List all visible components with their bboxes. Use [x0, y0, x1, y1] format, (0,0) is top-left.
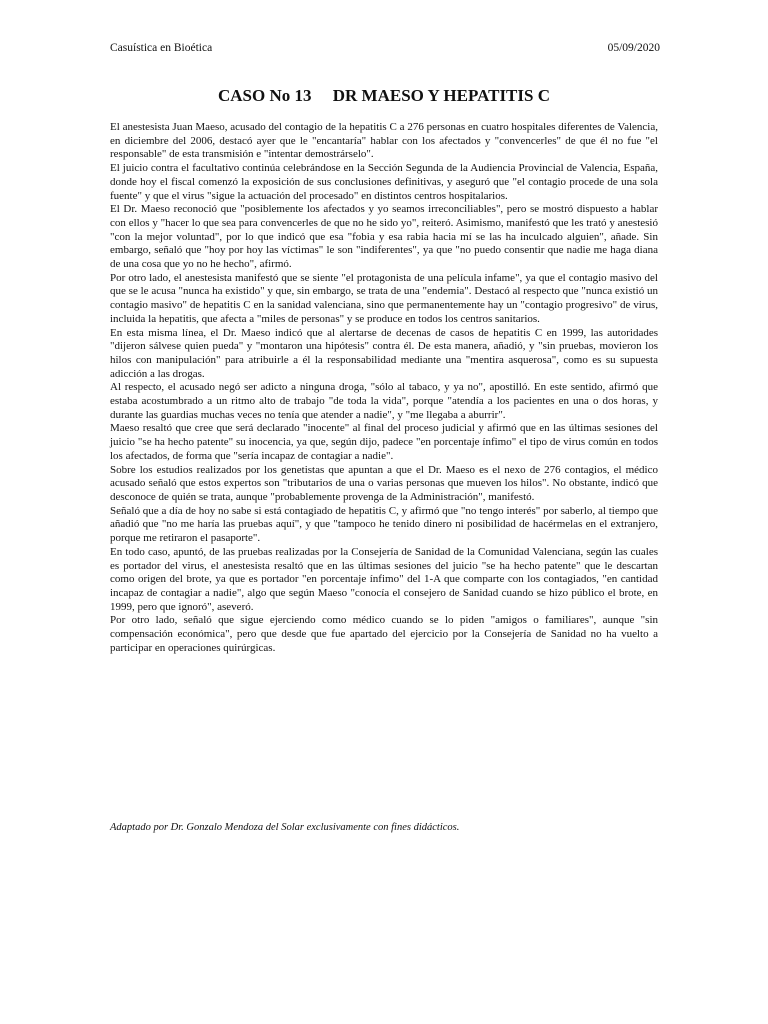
paragraph: El Dr. Maeso reconoció que "posiblemente los afectados y yo seamos irreconciliables", pero se mostró dispuesto a hablar con ellos y "hacer lo que sea para convencerles de que no he sido yo", reiteró. Asimismo, manifestó que les trató y anestesió "con la mejor voluntad", por lo que indicó que esa "fobia y esa rabia hacia mí se las ha inculcado alguien", añade. Sin embargo, señaló que "hoy por hoy las víctimas" le son "indiferentes", ya que "no puedo consentir que nadie me haga diana de una cosa que yo no he hecho", afirmó. [110, 203, 658, 271]
page-header [110, 42, 660, 54]
case-body [110, 121, 658, 655]
paragraph: Maeso resaltó que cree que será declarado "inocente" al final del proceso judicial y afirmó que en las últimas sesiones del juicio "se ha hecho patente" su inocencia, ya que, según dijo, padece "en porcentaje ínfimo" el tipo de virus común en todos los afectados, de forma que "sería incapaz de contagiar a nadie". [110, 422, 658, 462]
paragraph: Sobre los estudios realizados por los genetistas que apuntan a que el Dr. Maeso es el nexo de 276 contagios, el médico acusado señaló que estos expertos son "tributarios de una o varias personas que mueven los hilos". No obstante, indicó que desconoce de quién se trata, aunque "probablemente provenga de la Administración", manifestó. [110, 463, 658, 503]
header-date: 05/09/2020 [607, 42, 660, 54]
paragraph: El anestesista Juan Maeso, acusado del contagio de la hepatitis C a 276 personas en cuatro hospitales diferentes de Valencia, en diciembre del 2006, destacó ayer que le "encantaría" hablar con los afectados y "convencerles" de que él no fue "el responsable" de esta transmisión e "intentar demostrárselo". [110, 121, 658, 161]
paragraph: En todo caso, apuntó, de las pruebas realizadas por la Consejería de Sanidad de la Comunidad Valenciana, según las cuales es portador del virus, el anestesista resaltó que en las últimas sesiones del juicio "se ha hecho patente" que le descartan como origen del brote, ya que es portador "en porcentaje ínfimo" del 1-A que comparte con los contagiados, "en cantidad incapaz de contagiar a nadie", algo que según Maeso "conocía el consejero de Sanidad cuando se hizo público el brote, en 1999, pero que ignoró", aseveró. [110, 545, 658, 613]
paragraph: Por otro lado, el anestesista manifestó que se siente "el protagonista de una película infame", ya que el contagio masivo del que se le acusa "nunca ha existido" y que, sin embargo, se trata de una "endemia". Destacó al respecto que "nunca existió un contagio masivo" de hepatitis C en la sanidad valenciana, sino que permanentemente hay un "contagio progresivo" de virus, incluida la hepatitis, que afecta a "miles de personas" y se produce en todos los centros sanitarios. [110, 271, 658, 325]
paragraph: En esta misma línea, el Dr. Maeso indicó que al alertarse de decenas de casos de hepatitis C en 1999, las autoridades "dijeron sálvese quien pueda" y "montaron una hipótesis" contra él. De esta manera, añadió, y "sin pruebas, movieron los hilos con manipulación" para atribuirle a él la responsabilidad mediante una "mentira asquerosa", como es su supuesta adicción a las drogas. [110, 326, 658, 380]
paragraph: Señaló que a día de hoy no sabe si está contagiado de hepatitis C, y afirmó que "no tengo interés" por saberlo, al tiempo que añadió que "no me haría las pruebas aquí", y que "tampoco he tenido dinero ni posibilidad de hacérmelas en el extranjero, porque me retiraron el pasaporte". [110, 504, 658, 545]
paragraph: El juicio contra el facultativo continúa celebrándose en la Sección Segunda de la Audiencia Provincial de Valencia, España, donde hoy el fiscal comenzó la exposición de sus conclusiones definitivas, y aseguró que "el contagio procede de una sola fuente" y que el virus "sigue la actuación del procesado" en distintos centros hospitalarios. [110, 162, 658, 202]
paragraph: Por otro lado, señaló que sigue ejerciendo como médico cuando se lo piden "amigos o familiares", aunque "sin compensación económica", pero que desde que fue apartado del ejercicio por la Consejería de Sanidad no ha vuelto a participar en operaciones quirúrgicas. [110, 614, 658, 654]
attribution-note: Adaptado por Dr. Gonzalo Mendoza del Solar exclusivamente con fines didácticos. [110, 822, 460, 833]
paragraph: Al respecto, el acusado negó ser adicto a ninguna droga, "sólo al tabaco, y ya no", apostilló. En este sentido, afirmó que estaba acostumbrado a un ritmo alto de trabajo "de toda la vida", porque "atendía a los pacientes en una o dos horas, y durante las guardias muchas veces no tenía que atender a nadie", y "me llegaba a aburrir". [110, 381, 658, 421]
case-title: CASO No 13 DR MAESO Y HEPATITIS C [217, 86, 550, 105]
header-course-title: Casuística en Bioética [110, 42, 213, 54]
